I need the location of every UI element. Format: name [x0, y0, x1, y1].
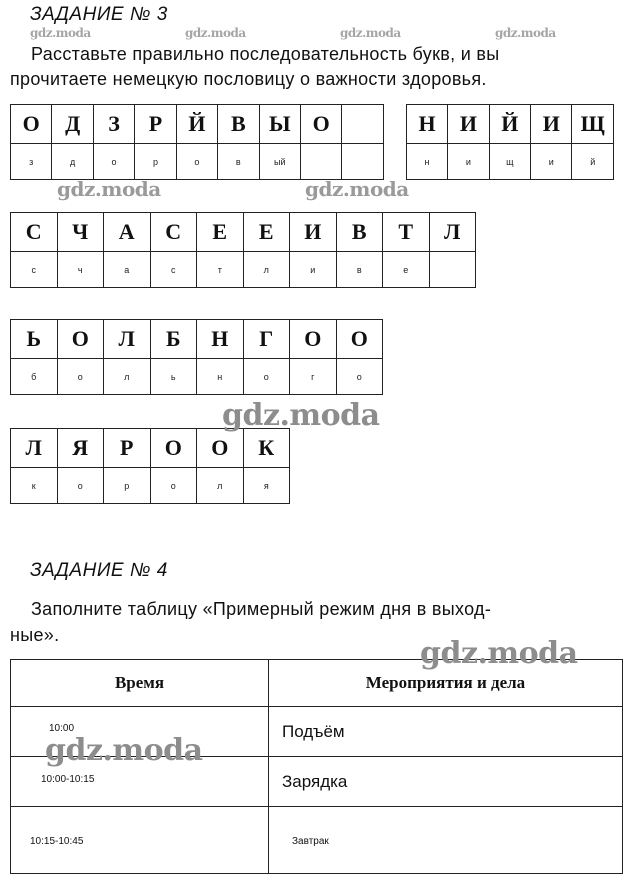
letter-cell: Я — [57, 429, 104, 468]
letter-cell: Н — [197, 320, 244, 359]
letter-cell: Р — [135, 105, 176, 144]
letter-cell: Т — [383, 213, 430, 252]
letter-cell: И — [290, 213, 337, 252]
answer-cell[interactable]: е — [383, 252, 430, 288]
watermark: gdz.moda — [45, 733, 203, 768]
letter-cell: Л — [11, 429, 58, 468]
task4-instruction-line2: ные». — [10, 625, 60, 645]
watermark: gdz.moda — [222, 398, 380, 433]
activity-value: Зарядка — [282, 771, 348, 791]
answer-cell[interactable]: о — [93, 144, 134, 180]
answer-cell[interactable]: к — [11, 468, 58, 504]
cell-gap — [383, 144, 406, 180]
watermark: gdz.moda — [57, 177, 161, 201]
letter-cell: К — [243, 429, 290, 468]
letter-cell: Ы — [259, 105, 300, 144]
answer-cell[interactable]: с — [11, 252, 58, 288]
answer-cell[interactable]: б — [11, 359, 58, 395]
answer-cell[interactable]: л — [104, 359, 151, 395]
answer-cell[interactable] — [429, 252, 476, 288]
letter-cell: Й — [489, 105, 530, 144]
letter-cell: О — [300, 105, 341, 144]
cell-gap — [383, 105, 406, 144]
letter-cell: Щ — [572, 105, 614, 144]
letter-cell: О — [150, 429, 197, 468]
time-value: 10:00 — [49, 722, 75, 734]
answer-cell[interactable]: г — [290, 359, 337, 395]
answer-cell[interactable]: о — [176, 144, 217, 180]
watermark: gdz.moda — [420, 636, 578, 671]
task3-instruction-line2: прочитаете немецкую пословицу о важности здоровья. — [10, 69, 487, 89]
answer-cell[interactable]: щ — [489, 144, 530, 180]
answer-cell[interactable]: о — [336, 359, 383, 395]
letter-cell: Н — [406, 105, 447, 144]
answer-cell[interactable]: н — [406, 144, 447, 180]
answer-cell[interactable] — [300, 144, 341, 180]
activity-cell[interactable] — [269, 707, 623, 757]
answer-cell[interactable] — [342, 144, 383, 180]
watermark: gdz.moda — [340, 26, 401, 40]
answer-cell[interactable]: й — [572, 144, 614, 180]
answer-cell[interactable]: з — [11, 144, 52, 180]
letter-cell: И — [448, 105, 489, 144]
activity-cell[interactable] — [269, 757, 623, 807]
watermark: gdz.moda — [30, 26, 91, 40]
letter-grid-3 — [10, 319, 383, 395]
letter-cell: С — [150, 213, 197, 252]
column-header-time: Время — [11, 660, 269, 707]
answer-cell[interactable]: р — [104, 468, 151, 504]
letter-cell: О — [290, 320, 337, 359]
letter-cell: Л — [429, 213, 476, 252]
column-header-activity: Мероприятия и дела — [269, 660, 623, 707]
time-cell[interactable] — [11, 807, 269, 874]
task4-heading: ЗАДАНИЕ № 4 — [30, 560, 168, 581]
activity-cell[interactable] — [269, 807, 623, 874]
letter-cell: З — [93, 105, 134, 144]
answer-cell[interactable]: и — [531, 144, 572, 180]
answer-cell[interactable]: д — [52, 144, 93, 180]
answer-cell[interactable]: ч — [57, 252, 104, 288]
answer-cell[interactable]: л — [197, 468, 244, 504]
time-value: 10:15-10:45 — [30, 836, 84, 847]
answer-cell[interactable]: в — [336, 252, 383, 288]
time-value: 10:00-10:15 — [41, 773, 95, 785]
letter-grid-4 — [10, 428, 290, 504]
letter-cell: Б — [150, 320, 197, 359]
letter-cell: В — [218, 105, 259, 144]
answer-cell[interactable]: р — [135, 144, 176, 180]
answer-cell[interactable]: и — [448, 144, 489, 180]
letter-cell — [342, 105, 383, 144]
watermark: gdz.moda — [305, 177, 409, 201]
letter-cell: Г — [243, 320, 290, 359]
letter-cell: А — [104, 213, 151, 252]
answer-cell[interactable]: с — [150, 252, 197, 288]
answer-cell[interactable]: а — [104, 252, 151, 288]
letter-cell: Л — [104, 320, 151, 359]
activity-value: Завтрак — [292, 836, 329, 847]
answer-cell[interactable]: о — [57, 359, 104, 395]
letter-cell: О — [336, 320, 383, 359]
table-row — [11, 807, 623, 874]
watermark: gdz.moda — [185, 26, 246, 40]
letter-cell: Й — [176, 105, 217, 144]
task3-heading: ЗАДАНИЕ № 3 — [30, 4, 168, 25]
letter-cell: Ч — [57, 213, 104, 252]
letter-grid-1 — [10, 104, 614, 180]
letter-cell: В — [336, 213, 383, 252]
letter-cell: О — [57, 320, 104, 359]
task4-instruction-line1: Заполните таблицу «Примерный режим дня в выход- — [31, 599, 492, 619]
answer-cell[interactable]: о — [57, 468, 104, 504]
letter-cell: С — [11, 213, 58, 252]
answer-cell[interactable]: я — [243, 468, 290, 504]
answer-cell[interactable]: о — [243, 359, 290, 395]
watermark: gdz.moda — [495, 26, 556, 40]
letter-cell: Ь — [11, 320, 58, 359]
answer-cell[interactable]: ый — [259, 144, 300, 180]
answer-cell[interactable]: т — [197, 252, 244, 288]
answer-cell[interactable]: и — [290, 252, 337, 288]
letter-cell: Р — [104, 429, 151, 468]
task3-instruction-line1: Расставьте правильно последовательность букв, и вы — [31, 44, 500, 64]
answer-cell[interactable]: в — [218, 144, 259, 180]
letter-grid-2 — [10, 212, 476, 288]
letter-cell: О — [197, 429, 244, 468]
answer-cell[interactable]: л — [243, 252, 290, 288]
answer-cell[interactable]: о — [150, 468, 197, 504]
letter-cell: Е — [243, 213, 290, 252]
answer-cell[interactable]: н — [197, 359, 244, 395]
letter-cell: Е — [197, 213, 244, 252]
activity-value: Подъём — [282, 721, 345, 741]
letter-cell: И — [531, 105, 572, 144]
letter-cell: О — [11, 105, 52, 144]
letter-cell: Д — [52, 105, 93, 144]
answer-cell[interactable]: ь — [150, 359, 197, 395]
